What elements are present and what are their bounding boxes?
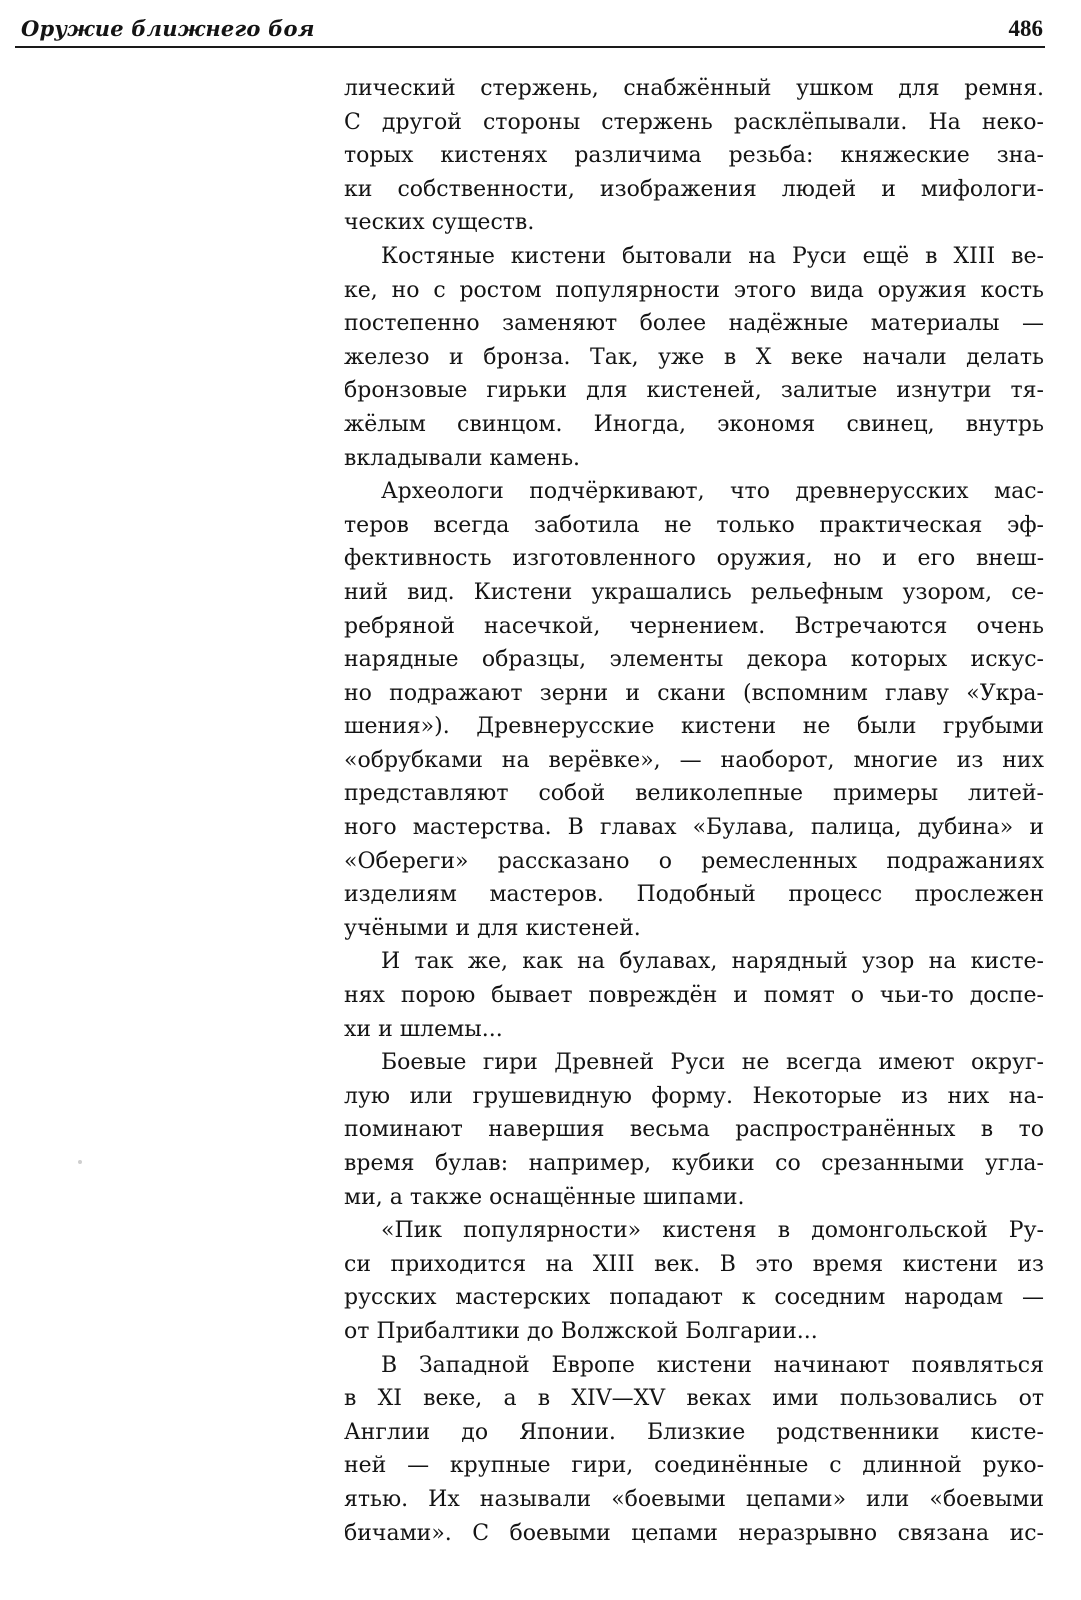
text-line: си приходится на XIII век. В это время кистени из — [344, 1251, 1044, 1277]
text-line: ки собственности, изображения людей и мифологи- — [344, 176, 1044, 202]
text-line: Боевые гири Древней Руси не всегда имеют округ- — [381, 1050, 1044, 1076]
text-line: ребряной насечкой, чернением. Встречаются очень — [344, 613, 1044, 639]
text-line: В Западной Европе кистени начинают появляться — [381, 1352, 1044, 1378]
paragraph-4 — [344, 945, 1044, 1046]
text-line: ятью. Их называли «боевыми цепами» или «боевыми — [344, 1486, 1044, 1512]
text-line: изделиям мастеров. Подобный процесс прослежен — [344, 882, 1044, 908]
text-line: ческих существ. — [344, 210, 535, 236]
running-head: Оружие ближнего боя — [21, 16, 315, 41]
paragraph-6 — [344, 1214, 1044, 1348]
text-line: железо и бронза. Так, уже в X веке начали делать — [344, 344, 1044, 370]
page-number: 486 — [1008, 16, 1043, 41]
text-line: нях порою бывает повреждён и помят о чьи-то доспе- — [344, 983, 1044, 1009]
text-line: ми, а также оснащённые шипами. — [344, 1184, 745, 1210]
text-line: поминают навершия весьма распространённых в то — [344, 1117, 1044, 1143]
text-line: нарядные образцы, элементы декора которых искус- — [344, 647, 1044, 673]
text-line: торых кистенях различима резьба: княжеские зна- — [344, 143, 1044, 169]
text-line: «Обереги» рассказано о ремесленных подражаниях — [344, 848, 1044, 874]
header-rule — [15, 46, 1045, 48]
text-line: бронзовые гирьки для кистеней, залитые изнутри тя- — [344, 378, 1044, 404]
text-line: Археологи подчёркивают, что древнерусских мас- — [381, 479, 1044, 505]
text-line: в XI веке, а в XIV—XV веках ими пользовались от — [344, 1386, 1044, 1412]
text-line: время булав: например, кубики со срезанными угла- — [344, 1151, 1044, 1176]
text-line: ний вид. Кистени украшались рельефным узором, се- — [344, 579, 1044, 605]
text-line: учёными и для кистеней. — [344, 915, 641, 941]
text-line: шения»). Древнерусские кистени не были грубыми — [344, 714, 1044, 740]
text-line: «обрубками на верёвке», — наоборот, многие из них — [344, 747, 1044, 773]
text-line: фективность изготовленного оружия, но и его внеш- — [344, 546, 1044, 572]
paragraph-5 — [344, 1046, 1044, 1214]
text-line: представляют собой великолепные примеры литей- — [344, 781, 1044, 807]
text-line: бичами». С боевыми цепами неразрывно связана ис- — [344, 1520, 1044, 1546]
paragraph-1 — [344, 72, 1044, 240]
text-line: ней — крупные гири, соединённые с длинной руко- — [344, 1453, 1044, 1479]
paragraph-7 — [344, 1349, 1044, 1551]
text-line: ке, но с ростом популярности этого вида оружия кость — [344, 277, 1044, 303]
paragraph-3 — [344, 475, 1044, 945]
text-line: постепенно заменяют более надёжные материалы — — [344, 311, 1044, 337]
text-line: «Пик популярности» кистеня в домонгольской Ру- — [381, 1218, 1044, 1244]
text-line: хи и шлемы... — [344, 1016, 503, 1042]
text-line: Англии до Японии. Близкие родственники кисте- — [344, 1419, 1044, 1445]
text-line: Костяные кистени бытовали на Руси ещё в XIII ве- — [381, 243, 1044, 269]
text-line: русских мастерских попадают к соседним народам — — [344, 1285, 1044, 1311]
text-line: И так же, как на булавах, нарядный узор на кисте- — [381, 949, 1044, 975]
body-text — [344, 72, 1044, 1550]
paragraph-2 — [344, 240, 1044, 475]
text-line: С другой стороны стержень расклёпывали. На неко- — [344, 109, 1044, 135]
page-header — [15, 14, 1045, 48]
text-line: ного мастерства. В главах «Булава, палица, дубина» и — [344, 815, 1044, 841]
text-line: вкладывали камень. — [344, 445, 581, 471]
text-line: от Прибалтики до Волжской Болгарии... — [344, 1318, 818, 1344]
text-line: лую или грушевидную форму. Некоторые из них на- — [344, 1083, 1044, 1109]
scan-speck — [78, 1160, 82, 1164]
text-line: теров всегда заботила не только практическая эф- — [344, 512, 1044, 538]
text-line: лический стержень, снабжённый ушком для ремня. — [344, 76, 1044, 101]
text-line: жёлым свинцом. Иногда, экономя свинец, внутрь — [344, 411, 1044, 437]
text-line: но подражают зерни и скани (вспомним главу «Укра- — [344, 680, 1044, 706]
